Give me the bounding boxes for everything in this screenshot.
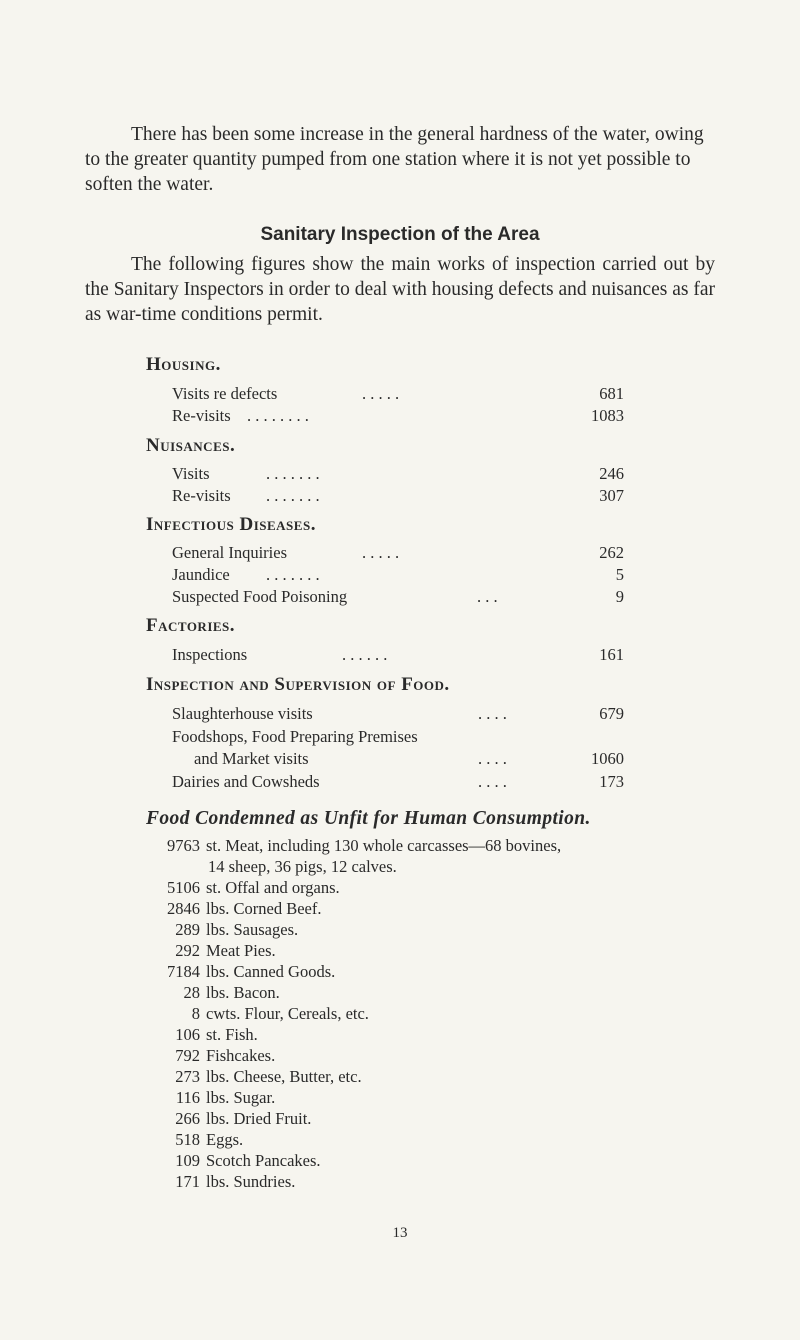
nuisances-row [172,464,624,486]
row-label: Suspected Food Poisoning [172,587,348,606]
item-text: lbs. Cheese, Butter, etc. [206,1067,362,1086]
list-item [175,919,760,940]
row-leader: . . . . . [362,543,400,562]
item-text: cwts. Flour, Cereals, etc. [206,1004,369,1023]
row-value: 1060 [591,749,624,768]
row-leader: . . . . . [362,384,400,403]
page-number: 13 [392,1225,408,1241]
row-label: Slaughterhouse visits [172,704,313,723]
row-label: Visits re defects [172,384,278,403]
item-text: Fishcakes. [206,1046,276,1065]
item-text: lbs. Bacon. [206,983,280,1002]
row-label: Re-visits [172,486,231,505]
list-item [167,835,760,856]
list-item [175,1024,760,1045]
infectious-row [172,543,624,565]
item-text: Eggs. [206,1130,244,1149]
list-item [167,961,760,982]
row-leader: . . . . . . . [266,486,320,505]
list-item [175,940,760,961]
row-value: 173 [599,772,624,791]
item-quantity: 109 [175,1151,200,1170]
list-item [167,898,760,919]
row-value: 5 [615,565,624,584]
row-value: 161 [599,645,624,664]
item-quantity: 5106 [167,878,200,897]
factories-row [172,645,624,667]
housing-title: Housing. [146,354,221,375]
infectious-row [172,587,624,609]
nuisances-row [172,486,624,508]
item-quantity: 266 [175,1109,200,1128]
row-label: Foodshops, Food Preparing Premises [172,727,418,746]
factories-title: Factories. [146,615,236,636]
infectious-row [172,565,624,587]
row-label: Visits [172,464,210,483]
intro-paragraph: There has been some increase in the general hardness of the water, owing to the greater quantity pumped from one station where it is not yet possible to soften the water. [85,124,704,195]
food-inspection-title: Inspection and Supervision of Food. [146,674,450,695]
item-quantity: 116 [175,1088,200,1107]
row-value: 679 [599,704,624,723]
item-quantity: 171 [175,1172,200,1191]
item-text: lbs. Sausages. [206,920,299,939]
food-inspection-row [172,704,624,726]
item-text: st. Meat, including 130 whole carcasses—68 bovines, [206,836,562,855]
item-quantity: 292 [175,941,200,960]
list-item [175,1108,760,1129]
list-item [175,1129,760,1150]
item-quantity: 28 [183,983,200,1002]
row-leader: . . . . . . [342,645,388,664]
item-text: lbs. Sundries. [206,1172,296,1191]
item-quantity: 289 [175,920,200,939]
nuisances-title: Nuisances. [146,435,236,456]
row-value: 246 [599,464,624,483]
item-quantity: 7184 [167,962,200,981]
list-item [175,1087,760,1108]
item-text: st. Fish. [206,1025,258,1044]
inspection-paragraph: The following figures show the main works of inspection carried out by the Sanitary Inspectors in order to deal with housing defects and nuisances as far as war-time conditions permit. [85,254,715,325]
section-heading: Sanitary Inspection of the Area [260,224,540,245]
infectious-diseases-title: Infectious Diseases. [146,514,316,535]
list-item [183,982,760,1003]
list-item [175,1066,760,1087]
row-value: 681 [599,384,624,403]
item-quantity: 106 [175,1025,200,1044]
item-text: Meat Pies. [206,941,276,960]
row-value: 1083 [591,406,624,425]
item-text: lbs. Dried Fruit. [206,1109,312,1128]
food-inspection-row [172,772,624,794]
row-label: Inspections [172,645,248,664]
item-text: lbs. Sugar. [206,1088,276,1107]
item-text: Scotch Pancakes. [206,1151,321,1170]
row-leader: . . . . [478,772,507,791]
row-leader: . . . . . . . [266,565,320,584]
row-value: 9 [615,587,624,606]
food-condemned-list [167,835,760,1192]
row-label: General Inquiries [172,543,287,562]
row-value: 262 [599,543,624,562]
item-text: 14 sheep, 36 pigs, 12 calves. [208,857,397,876]
item-quantity: 8 [191,1004,200,1023]
row-leader: . . . . . . . . [247,406,309,425]
list-item [175,1045,760,1066]
row-leader: . . . . [478,749,507,768]
list-item [191,1003,760,1024]
row-leader: . . . . [478,704,507,723]
housing-row [172,384,624,406]
item-quantity: 9763 [167,836,200,855]
list-item [167,877,760,898]
row-label-continued: and Market visits [194,749,309,768]
food-inspection-row [172,727,624,771]
item-text: lbs. Canned Goods. [206,962,336,981]
item-quantity: 2846 [167,899,200,918]
item-quantity: 518 [175,1130,200,1149]
row-label: Re-visits [172,406,231,425]
housing-row [172,406,624,428]
food-condemned-title: Food Condemned as Unfit for Human Consumption. [146,808,591,829]
list-item [175,1171,760,1192]
item-text: lbs. Corned Beef. [206,899,322,918]
list-item [175,1150,760,1171]
row-label: Dairies and Cowsheds [172,772,320,791]
row-label: Jaundice [172,565,230,584]
item-text: st. Offal and organs. [206,878,340,897]
item-quantity: 792 [175,1046,200,1065]
row-leader: . . . [477,587,498,606]
row-value: 307 [599,486,624,505]
item-quantity: 273 [175,1067,200,1086]
row-leader: . . . . . . . [266,464,320,483]
list-item [200,856,760,877]
